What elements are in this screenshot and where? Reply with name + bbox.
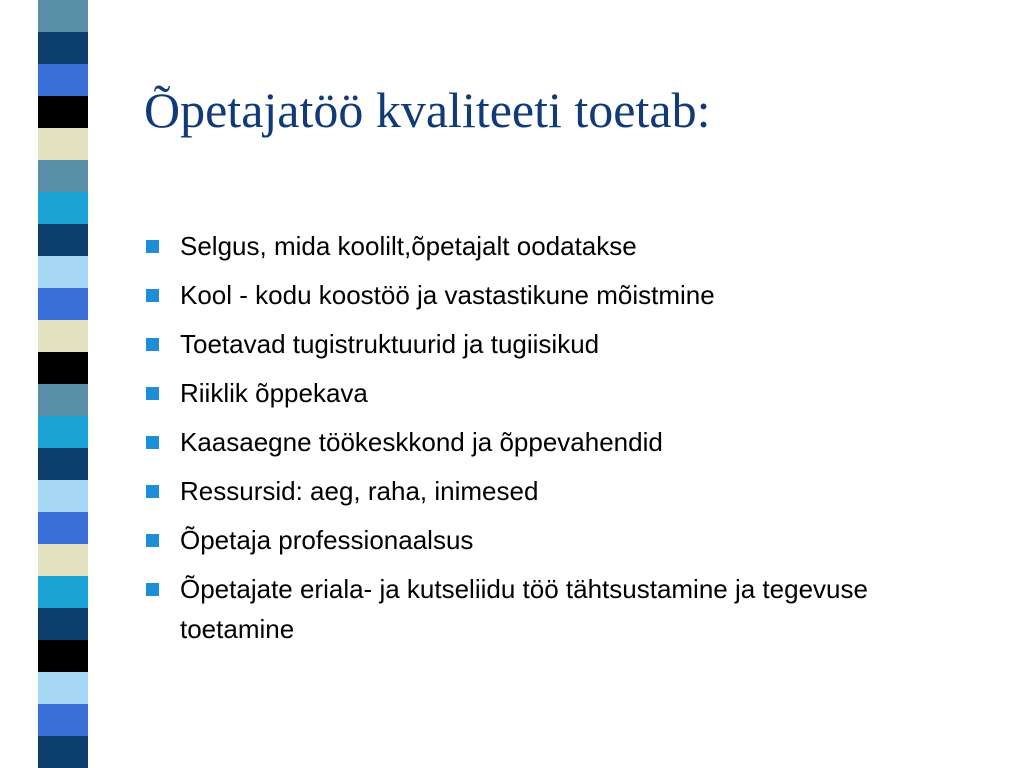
stripe-block [38, 608, 88, 641]
decorative-stripe [38, 0, 88, 768]
stripe-block [38, 32, 88, 65]
bullet-item [142, 324, 982, 364]
bullet-text: Ressursid: aeg, raha, inimesed [180, 476, 539, 506]
bullet-text: Toetavad tugistruktuurid ja tugiisikud [180, 329, 600, 359]
bullet-item [142, 520, 982, 560]
square-bullet-icon [146, 338, 159, 351]
stripe-block [38, 320, 88, 353]
bullet-item [142, 569, 982, 649]
bullet-item [142, 471, 982, 511]
square-bullet-icon [146, 240, 159, 253]
stripe-block [38, 480, 88, 513]
bullet-item [142, 275, 982, 315]
stripe-block [38, 160, 88, 193]
stripe-block [38, 224, 88, 257]
bullet-item [142, 226, 982, 266]
stripe-block [38, 704, 88, 737]
stripe-block [38, 256, 88, 289]
stripe-block [38, 192, 88, 225]
square-bullet-icon [146, 534, 159, 547]
bullet-item [142, 422, 982, 462]
square-bullet-icon [146, 583, 159, 596]
slide-title: Õpetajatöö kvaliteeti toetab: [144, 82, 711, 138]
stripe-block [38, 96, 88, 129]
stripe-block [38, 416, 88, 449]
stripe-block [38, 352, 88, 385]
stripe-block [38, 672, 88, 705]
stripe-block [38, 640, 88, 673]
square-bullet-icon [146, 387, 159, 400]
bullet-text: Selgus, mida koolilt,õpetajalt oodatakse [180, 231, 637, 261]
square-bullet-icon [146, 289, 159, 302]
stripe-block [38, 0, 88, 33]
stripe-block [38, 64, 88, 97]
bullet-text: Kool - kodu koostöö ja vastastikune mõistmine [180, 280, 715, 310]
bullet-list [142, 226, 982, 658]
stripe-block [38, 128, 88, 161]
stripe-block [38, 544, 88, 577]
bullet-text: Riiklik õppekava [180, 378, 368, 408]
stripe-block [38, 512, 88, 545]
stripe-block [38, 576, 88, 609]
bullet-text: Kaasaegne töökeskkond ja õppevahendid [180, 427, 663, 457]
square-bullet-icon [146, 436, 159, 449]
square-bullet-icon [146, 485, 159, 498]
stripe-block [38, 448, 88, 481]
bullet-text: Õpetajate eriala- ja kutseliidu töö tähtsustamine ja tegevuse toetamine [180, 574, 868, 644]
bullet-item [142, 373, 982, 413]
stripe-block [38, 288, 88, 321]
bullet-text: Õpetaja professionaalsus [180, 525, 474, 555]
stripe-block [38, 384, 88, 417]
stripe-block [38, 736, 88, 768]
